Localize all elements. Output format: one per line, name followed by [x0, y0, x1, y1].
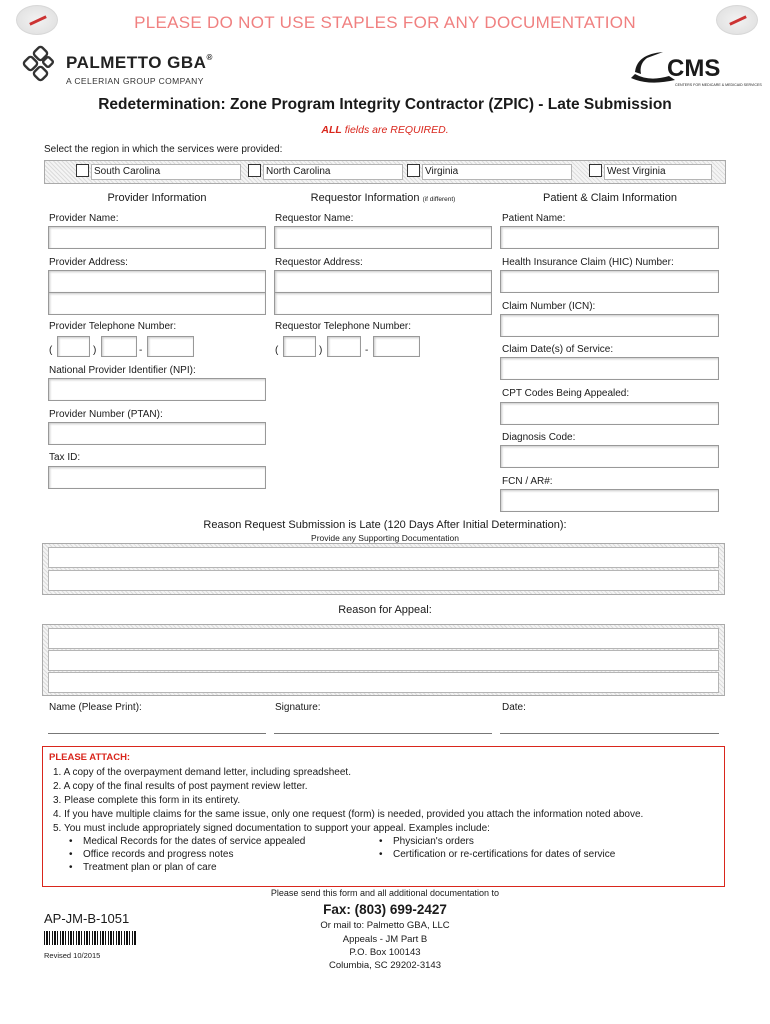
print-name-label: Name (Please Print): [49, 702, 142, 713]
cpt-codes-label: CPT Codes Being Appealed: [502, 388, 630, 399]
signature-line[interactable] [274, 733, 492, 734]
requestor-name-label: Requestor Name: [275, 213, 354, 224]
requestor-phone-line[interactable] [373, 336, 420, 357]
provider-address-line2-field[interactable] [48, 292, 266, 315]
attach-bullet: • Medical Records for the dates of service appealed [83, 836, 305, 847]
send-instructions: Please send this form and all additional documentation to [270, 888, 500, 898]
provider-address-label: Provider Address: [49, 257, 128, 268]
attach-item-2: 2. A copy of the final results of post payment review letter. [53, 781, 308, 792]
late-reason-subheading: Provide any Supporting Documentation [311, 533, 459, 543]
region-label-north-carolina: North Carolina [263, 164, 403, 180]
patient-claim-heading: Patient & Claim Information [543, 192, 677, 204]
mail-line-3: P.O. Box 100143 [349, 947, 421, 958]
checkbox-north-carolina[interactable] [248, 164, 261, 177]
fcn-label: FCN / AR#: [502, 476, 553, 487]
late-reason-area [42, 543, 725, 595]
requestor-phone-dash: - [365, 345, 369, 356]
attach-bullet: • Certification or re-certifications for dates of service [393, 849, 615, 860]
palmetto-gba-logo-icon [22, 46, 62, 86]
fax-number: Fax: (803) 699-2427 [323, 902, 447, 917]
npi-field[interactable] [48, 378, 266, 401]
requestor-address-line1-field[interactable] [274, 270, 492, 293]
attach-instructions-box [42, 746, 725, 887]
attach-bullet: • Physician's orders [393, 836, 474, 847]
requestor-address-line2-field[interactable] [274, 292, 492, 315]
ptan-label: Provider Number (PTAN): [49, 409, 163, 420]
appeal-reason-line-3[interactable] [48, 672, 719, 693]
no-staples-notice: PLEASE DO NOT USE STAPLES FOR ANY DOCUMENTATION [134, 13, 636, 32]
patient-name-label: Patient Name: [502, 213, 566, 224]
date-line[interactable] [500, 733, 719, 734]
region-label-virginia: Virginia [422, 164, 572, 180]
tax-id-field[interactable] [48, 466, 266, 489]
attach-item-5: 5. You must include appropriately signed documentation to support your appeal. Examples include: [53, 823, 490, 834]
attach-item-1: 1. A copy of the overpayment demand letter, including spreadsheet. [53, 767, 351, 778]
requestor-phone-area-code[interactable] [283, 336, 316, 357]
region-selector [44, 160, 726, 184]
appeal-reason-line-1[interactable] [48, 628, 719, 649]
region-label-south-carolina: South Carolina [91, 164, 241, 180]
attach-item-4: 4. If you have multiple claims for the same issue, only one request (form) is needed, provided you attach the information noted above. [53, 809, 644, 820]
date-label: Date: [502, 702, 526, 713]
provider-phone-area-code[interactable] [57, 336, 90, 357]
requestor-info-heading: Requestor Information (if different) [310, 192, 456, 204]
required-note: ALL fields are REQUIRED. [321, 124, 449, 136]
provider-name-field[interactable] [48, 226, 266, 249]
provider-phone-prefix[interactable] [101, 336, 137, 357]
late-reason-line-2[interactable] [48, 570, 719, 591]
dos-field[interactable] [500, 357, 719, 380]
mail-line-2: Appeals - JM Part B [342, 934, 428, 945]
attach-bullet: • Office records and progress notes [83, 849, 233, 860]
tax-id-label: Tax ID: [49, 452, 81, 463]
mail-line-4: Columbia, SC 29202-3143 [329, 960, 441, 971]
fcn-field[interactable] [500, 489, 719, 512]
checkbox-west-virginia[interactable] [589, 164, 602, 177]
hic-number-field[interactable] [500, 270, 719, 293]
patient-name-field[interactable] [500, 226, 719, 249]
provider-phone-label: Provider Telephone Number: [49, 321, 177, 332]
npi-label: National Provider Identifier (NPI): [49, 365, 196, 376]
cms-logo [629, 48, 762, 90]
mail-line-1: Or mail to: Palmetto GBA, LLC [320, 920, 450, 931]
form-id: AP-JM-B-1051 [44, 911, 130, 926]
print-name-line[interactable] [48, 733, 266, 734]
cms-logo-subtext: CENTERS FOR MEDICARE & MEDICAID SERVICES [675, 83, 762, 87]
provider-phone-close-paren: ) [93, 345, 97, 356]
appeal-reason-heading: Reason for Appeal: [338, 604, 432, 616]
provider-address-line1-field[interactable] [48, 270, 266, 293]
cpt-codes-field[interactable] [500, 402, 719, 425]
provider-info-heading: Provider Information [107, 192, 207, 204]
checkbox-south-carolina[interactable] [76, 164, 89, 177]
signature-label: Signature: [275, 702, 321, 713]
revised-date: Revised 10/2015 [44, 951, 101, 960]
appeal-reason-area [42, 624, 725, 696]
provider-phone-line[interactable] [147, 336, 194, 357]
icn-field[interactable] [500, 314, 719, 337]
brand-subtitle: A CELERIAN GROUP COMPANY [66, 76, 204, 86]
late-reason-heading: Reason Request Submission is Late (120 Days After Initial Determination): [203, 519, 567, 531]
brand-name: PALMETTO GBA® [66, 53, 213, 72]
provider-phone-dash: - [139, 345, 143, 356]
attach-heading: PLEASE ATTACH: [49, 752, 131, 763]
hic-number-label: Health Insurance Claim (HIC) Number: [502, 257, 674, 268]
diagnosis-code-field[interactable] [500, 445, 719, 468]
requestor-address-label: Requestor Address: [275, 257, 363, 268]
region-prompt: Select the region in which the services were provided: [44, 144, 283, 155]
requestor-phone-open-paren: ( [275, 345, 279, 356]
form-title: Redetermination: Zone Program Integrity Contractor (ZPIC) - Late Submission [98, 96, 672, 113]
provider-phone-open-paren: ( [49, 345, 53, 356]
requestor-name-field[interactable] [274, 226, 492, 249]
appeal-reason-line-2[interactable] [48, 650, 719, 671]
requestor-phone-prefix[interactable] [327, 336, 361, 357]
attach-bullet: • Treatment plan or plan of care [83, 862, 217, 873]
requestor-phone-label: Requestor Telephone Number: [275, 321, 412, 332]
ptan-field[interactable] [48, 422, 266, 445]
late-reason-line-1[interactable] [48, 547, 719, 568]
provider-name-label: Provider Name: [49, 213, 119, 224]
diagnosis-code-label: Diagnosis Code: [502, 432, 576, 443]
barcode [44, 931, 136, 945]
icn-label: Claim Number (ICN): [502, 301, 596, 312]
dos-label: Claim Date(s) of Service: [502, 344, 614, 355]
cms-logo-text: CMS [667, 55, 721, 82]
attach-item-3: 3. Please complete this form in its entirety. [53, 795, 241, 806]
requestor-phone-close-paren: ) [319, 345, 323, 356]
checkbox-virginia[interactable] [407, 164, 420, 177]
region-label-west-virginia: West Virginia [604, 164, 712, 180]
